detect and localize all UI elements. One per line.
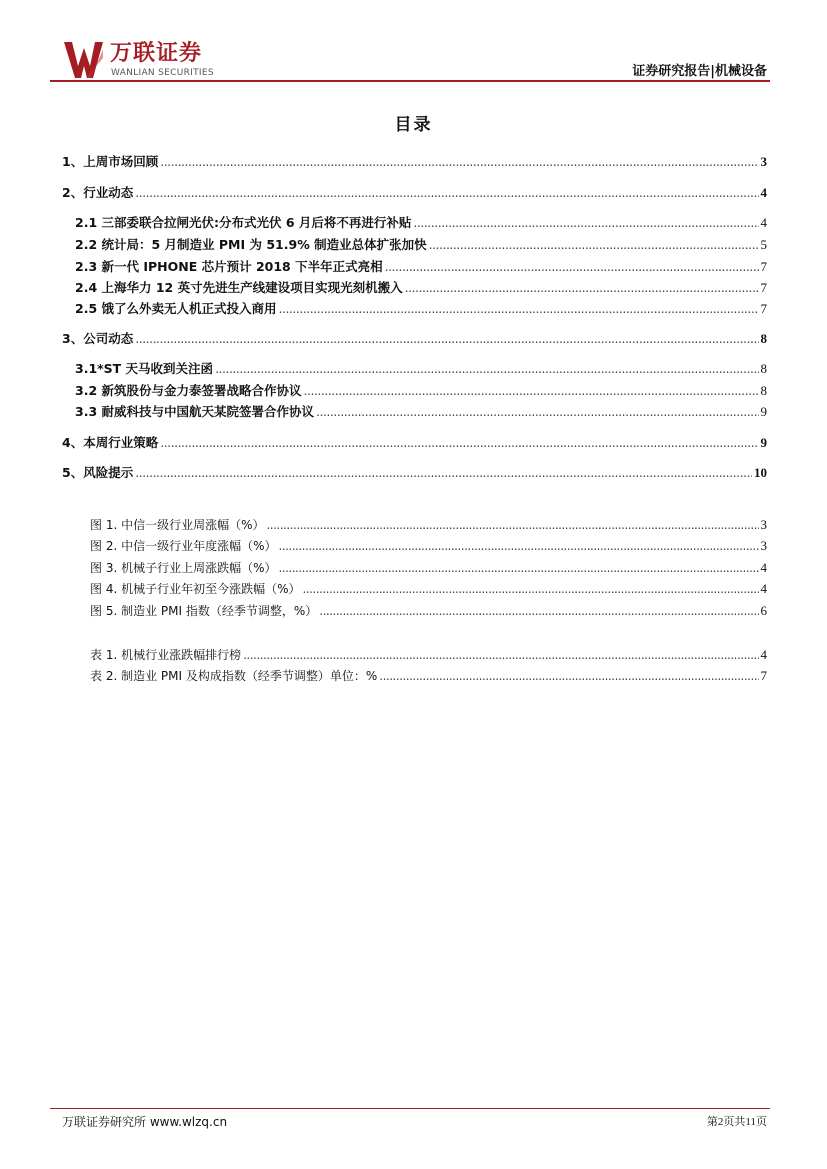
toc-entry-page: 8 xyxy=(760,361,767,376)
toc-entry-text: 1、上周市场回顾 xyxy=(62,154,159,169)
toc-leader xyxy=(160,434,758,452)
toc-entry-page: 5 xyxy=(760,237,767,252)
table-entry-text: 表 2. 制造业 PMI 及构成指数（经季节调整）单位：% xyxy=(90,669,378,683)
toc-entry-page: 9 xyxy=(760,435,767,450)
footer-divider xyxy=(50,1108,770,1109)
toc-leader xyxy=(302,580,758,598)
figure-entry-page: 3 xyxy=(760,517,767,532)
table-entry-text: 表 1. 机械行业涨跌幅排行榜 xyxy=(90,648,242,662)
toc-entry[interactable] xyxy=(75,236,767,254)
toc-entry[interactable] xyxy=(62,434,767,452)
figure-entry[interactable] xyxy=(90,537,767,555)
toc-entry-text: 3.1*ST 天马收到关注函 xyxy=(75,361,214,376)
toc-entry-text: 3.3 耐威科技与中国航天某院签署合作协议 xyxy=(75,404,314,419)
toc-leader xyxy=(316,403,759,421)
figure-entry-page: 4 xyxy=(760,581,767,596)
figure-entry-text: 图 4. 机械子行业年初至今涨跌幅（%） xyxy=(90,582,301,596)
table-entry-page: 4 xyxy=(760,647,767,662)
toc-entry-page: 7 xyxy=(760,301,767,316)
figure-entry-text: 图 2. 中信一级行业年度涨幅（%） xyxy=(90,539,277,553)
figure-entry[interactable] xyxy=(90,580,767,598)
toc-leader xyxy=(278,559,758,577)
toc-leader xyxy=(413,214,758,232)
toc-entry[interactable] xyxy=(62,330,767,348)
table-entry[interactable] xyxy=(90,667,767,685)
toc-entry-page: 9 xyxy=(760,404,767,419)
toc-entry-text: 5、风险提示 xyxy=(62,465,134,480)
toc-leader xyxy=(405,279,759,297)
toc-entry-page: 7 xyxy=(760,259,767,274)
toc-leader xyxy=(279,300,759,318)
toc-leader xyxy=(135,330,758,348)
figure-entry[interactable] xyxy=(90,602,767,620)
toc-entry-page: 4 xyxy=(760,185,767,200)
toc-leader xyxy=(385,258,759,276)
toc-entry[interactable] xyxy=(62,153,767,171)
toc-leader xyxy=(243,646,758,664)
toc-entry-text: 2.4 上海华力 12 英寸先进生产线建设项目实现光刻机搬入 xyxy=(75,280,403,295)
toc-entry-text: 4、本周行业策略 xyxy=(62,435,159,450)
figure-entry[interactable] xyxy=(90,559,767,577)
toc-entry-text: 2.1 三部委联合拉闸光伏:分布式光伏 6 月后将不再进行补贴 xyxy=(75,215,412,230)
toc-entry-text: 2.5 饿了么外卖无人机正式投入商用 xyxy=(75,301,277,316)
figure-entry-page: 6 xyxy=(760,603,767,618)
toc-entry-page: 8 xyxy=(760,331,767,346)
header-divider xyxy=(50,80,770,82)
toc-entry-page: 4 xyxy=(760,215,767,230)
toc-entry[interactable] xyxy=(75,214,767,232)
toc-entry[interactable] xyxy=(75,360,767,378)
table-entry-page: 7 xyxy=(760,668,767,683)
toc-leader xyxy=(379,667,758,685)
toc-entry[interactable] xyxy=(75,300,767,318)
toc-leader xyxy=(135,464,752,482)
toc-entry-text: 2、行业动态 xyxy=(62,185,134,200)
toc-entry[interactable] xyxy=(62,184,767,202)
toc-leader xyxy=(319,602,758,620)
toc-entry-text: 3、公司动态 xyxy=(62,331,134,346)
toc-leader xyxy=(266,516,758,534)
table-entry[interactable] xyxy=(90,646,767,664)
page-header xyxy=(0,0,827,90)
toc-entry-text: 3.2 新筑股份与金力泰签署战略合作协议 xyxy=(75,383,302,398)
figure-entry-text: 图 3. 机械子行业上周涨跌幅（%） xyxy=(90,561,277,575)
figure-entry-page: 4 xyxy=(760,560,767,575)
toc-entry[interactable] xyxy=(75,279,767,297)
toc-entry-page: 7 xyxy=(760,280,767,295)
figure-entry[interactable] xyxy=(90,516,767,534)
figure-entry-page: 3 xyxy=(760,538,767,553)
toc-leader xyxy=(215,360,758,378)
toc-entry[interactable] xyxy=(75,258,767,276)
report-type: 证券研究报告|机械设备 xyxy=(632,64,767,79)
figure-entry-text: 图 1. 中信一级行业周涨幅（%） xyxy=(90,518,265,532)
figure-entry-text: 图 5. 制造业 PMI 指数（经季节调整，%） xyxy=(90,604,318,618)
footer-source: 万联证券研究所 www.wlzq.cn xyxy=(62,1115,228,1129)
toc-entry-text: 2.2 统计局：5 月制造业 PMI 为 51.9% 制造业总体扩张加快 xyxy=(75,237,427,252)
toc-entry-page: 10 xyxy=(754,465,767,480)
toc-leader xyxy=(429,236,759,254)
toc-entry-text: 2.3 新一代 IPHONE 芯片预计 2018 下半年正式亮相 xyxy=(75,259,383,274)
toc-entry[interactable] xyxy=(75,403,767,421)
toc-entry[interactable] xyxy=(75,382,767,400)
toc-leader xyxy=(135,184,758,202)
toc-leader xyxy=(304,382,759,400)
wanlian-logo-icon xyxy=(62,40,104,80)
brand-name-cn: 万联证券 xyxy=(110,41,203,66)
page-title: 目录 xyxy=(394,115,433,135)
toc-entry-page: 3 xyxy=(760,154,767,169)
brand-name-en: WANLIAN SECURITIES xyxy=(111,68,214,78)
toc-entry[interactable] xyxy=(62,464,767,482)
toc-entry-page: 8 xyxy=(760,383,767,398)
toc-leader xyxy=(160,153,758,171)
toc-leader xyxy=(278,537,758,555)
page-number: 第2页共11页 xyxy=(706,1116,767,1128)
